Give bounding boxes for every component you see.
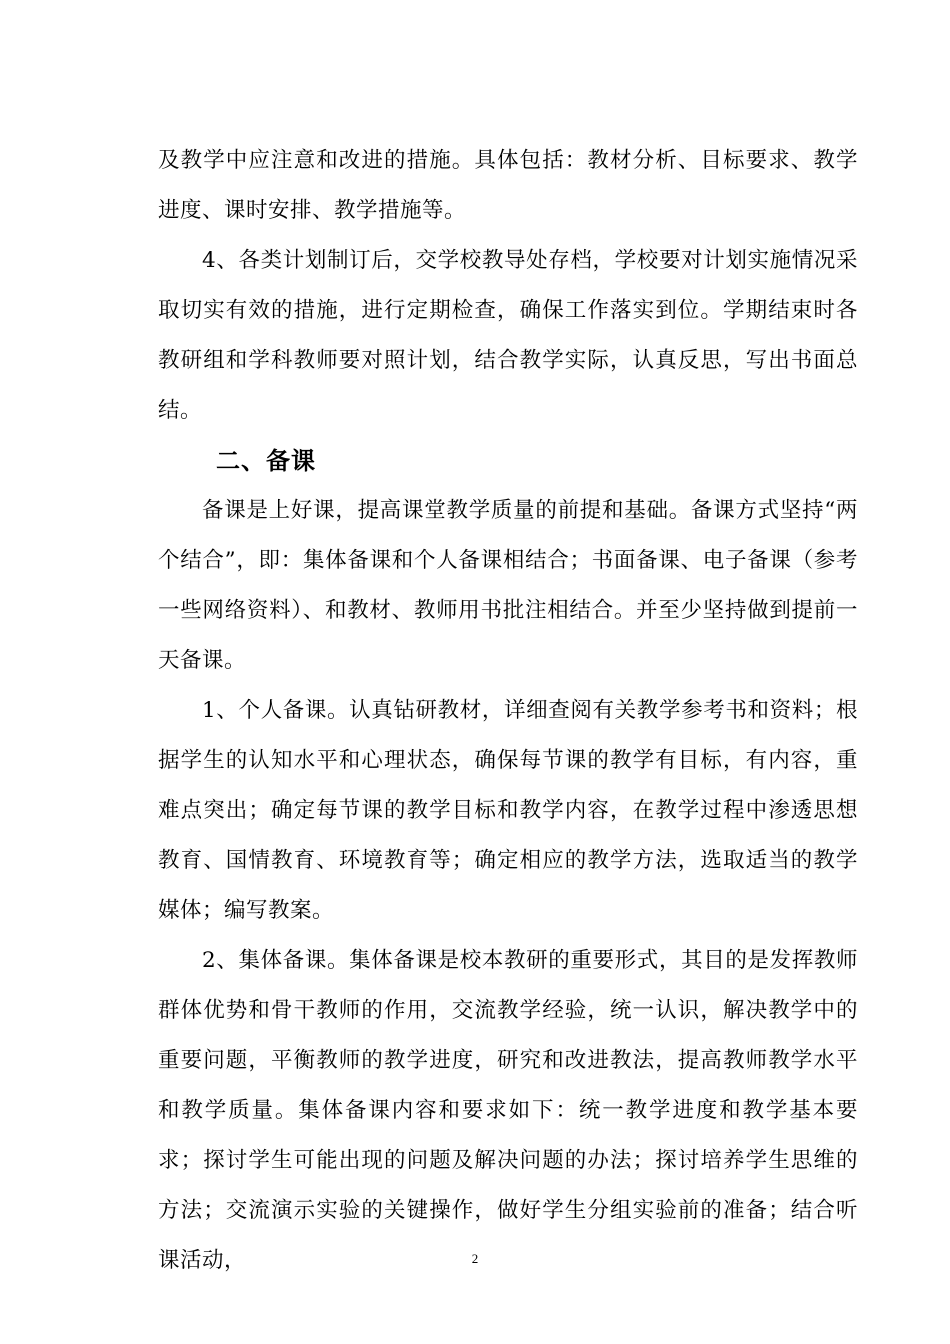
paragraph-collective-prep: 2、集体备课。集体备课是校本教研的重要形式，其目的是发挥教师群体优势和骨干教师的作用，交流教学经验，统一认识，解决教学中的重要问题，平衡教师的教学进度，研究和改进教法，提高教师教学水平和教学质量。集体备课内容和要求如下：统一教学进度和教学基本要求；探讨学生可能出现的问题及解决问题的办法；探讨培养学生思维的方法；交流演示实验的关键操作，做好学生分组实验前的准备；结合听课活动， [158,948,858,1273]
paragraph-continuation: 及教学中应注意和改进的措施。具体包括：教材分析、目标要求、教学进度、课时安排、教学措施等。 [158,148,858,223]
paragraph-individual-prep: 1、个人备课。认真钻研教材，详细查阅有关教学参考书和资料；根据学生的认知水平和心理状态，确保每节课的教学有目标，有内容，重难点突出；确定每节课的教学目标和教学内容，在教学过程中渗透思想教育、国情教育、环境教育等；确定相应的教学方法，选取适当的教学媒体；编写教案。 [158,698,858,923]
page-number: 2 [471,1251,479,1266]
paragraph-item-4: 4、各类计划制订后，交学校教导处存档，学校要对计划实施情况采取切实有效的措施，进行定期检查，确保工作落实到位。学期结束时各教研组和学科教师要对照计划，结合教学实际，认真反思，写出书面总结。 [158,248,858,423]
paragraph-lesson-prep-intro: 备课是上好课，提高课堂教学质量的前提和基础。备课方式坚持“两个结合”，即：集体备课和个人备课相结合；书面备课、电子备课（参考一些网络资料）、和教材、教师用书批注相结合。并至少坚持做到提前一天备课。 [158,498,858,673]
document-body [158,136,858,1286]
section-heading-lesson-prep: 二、备课 [216,447,316,475]
